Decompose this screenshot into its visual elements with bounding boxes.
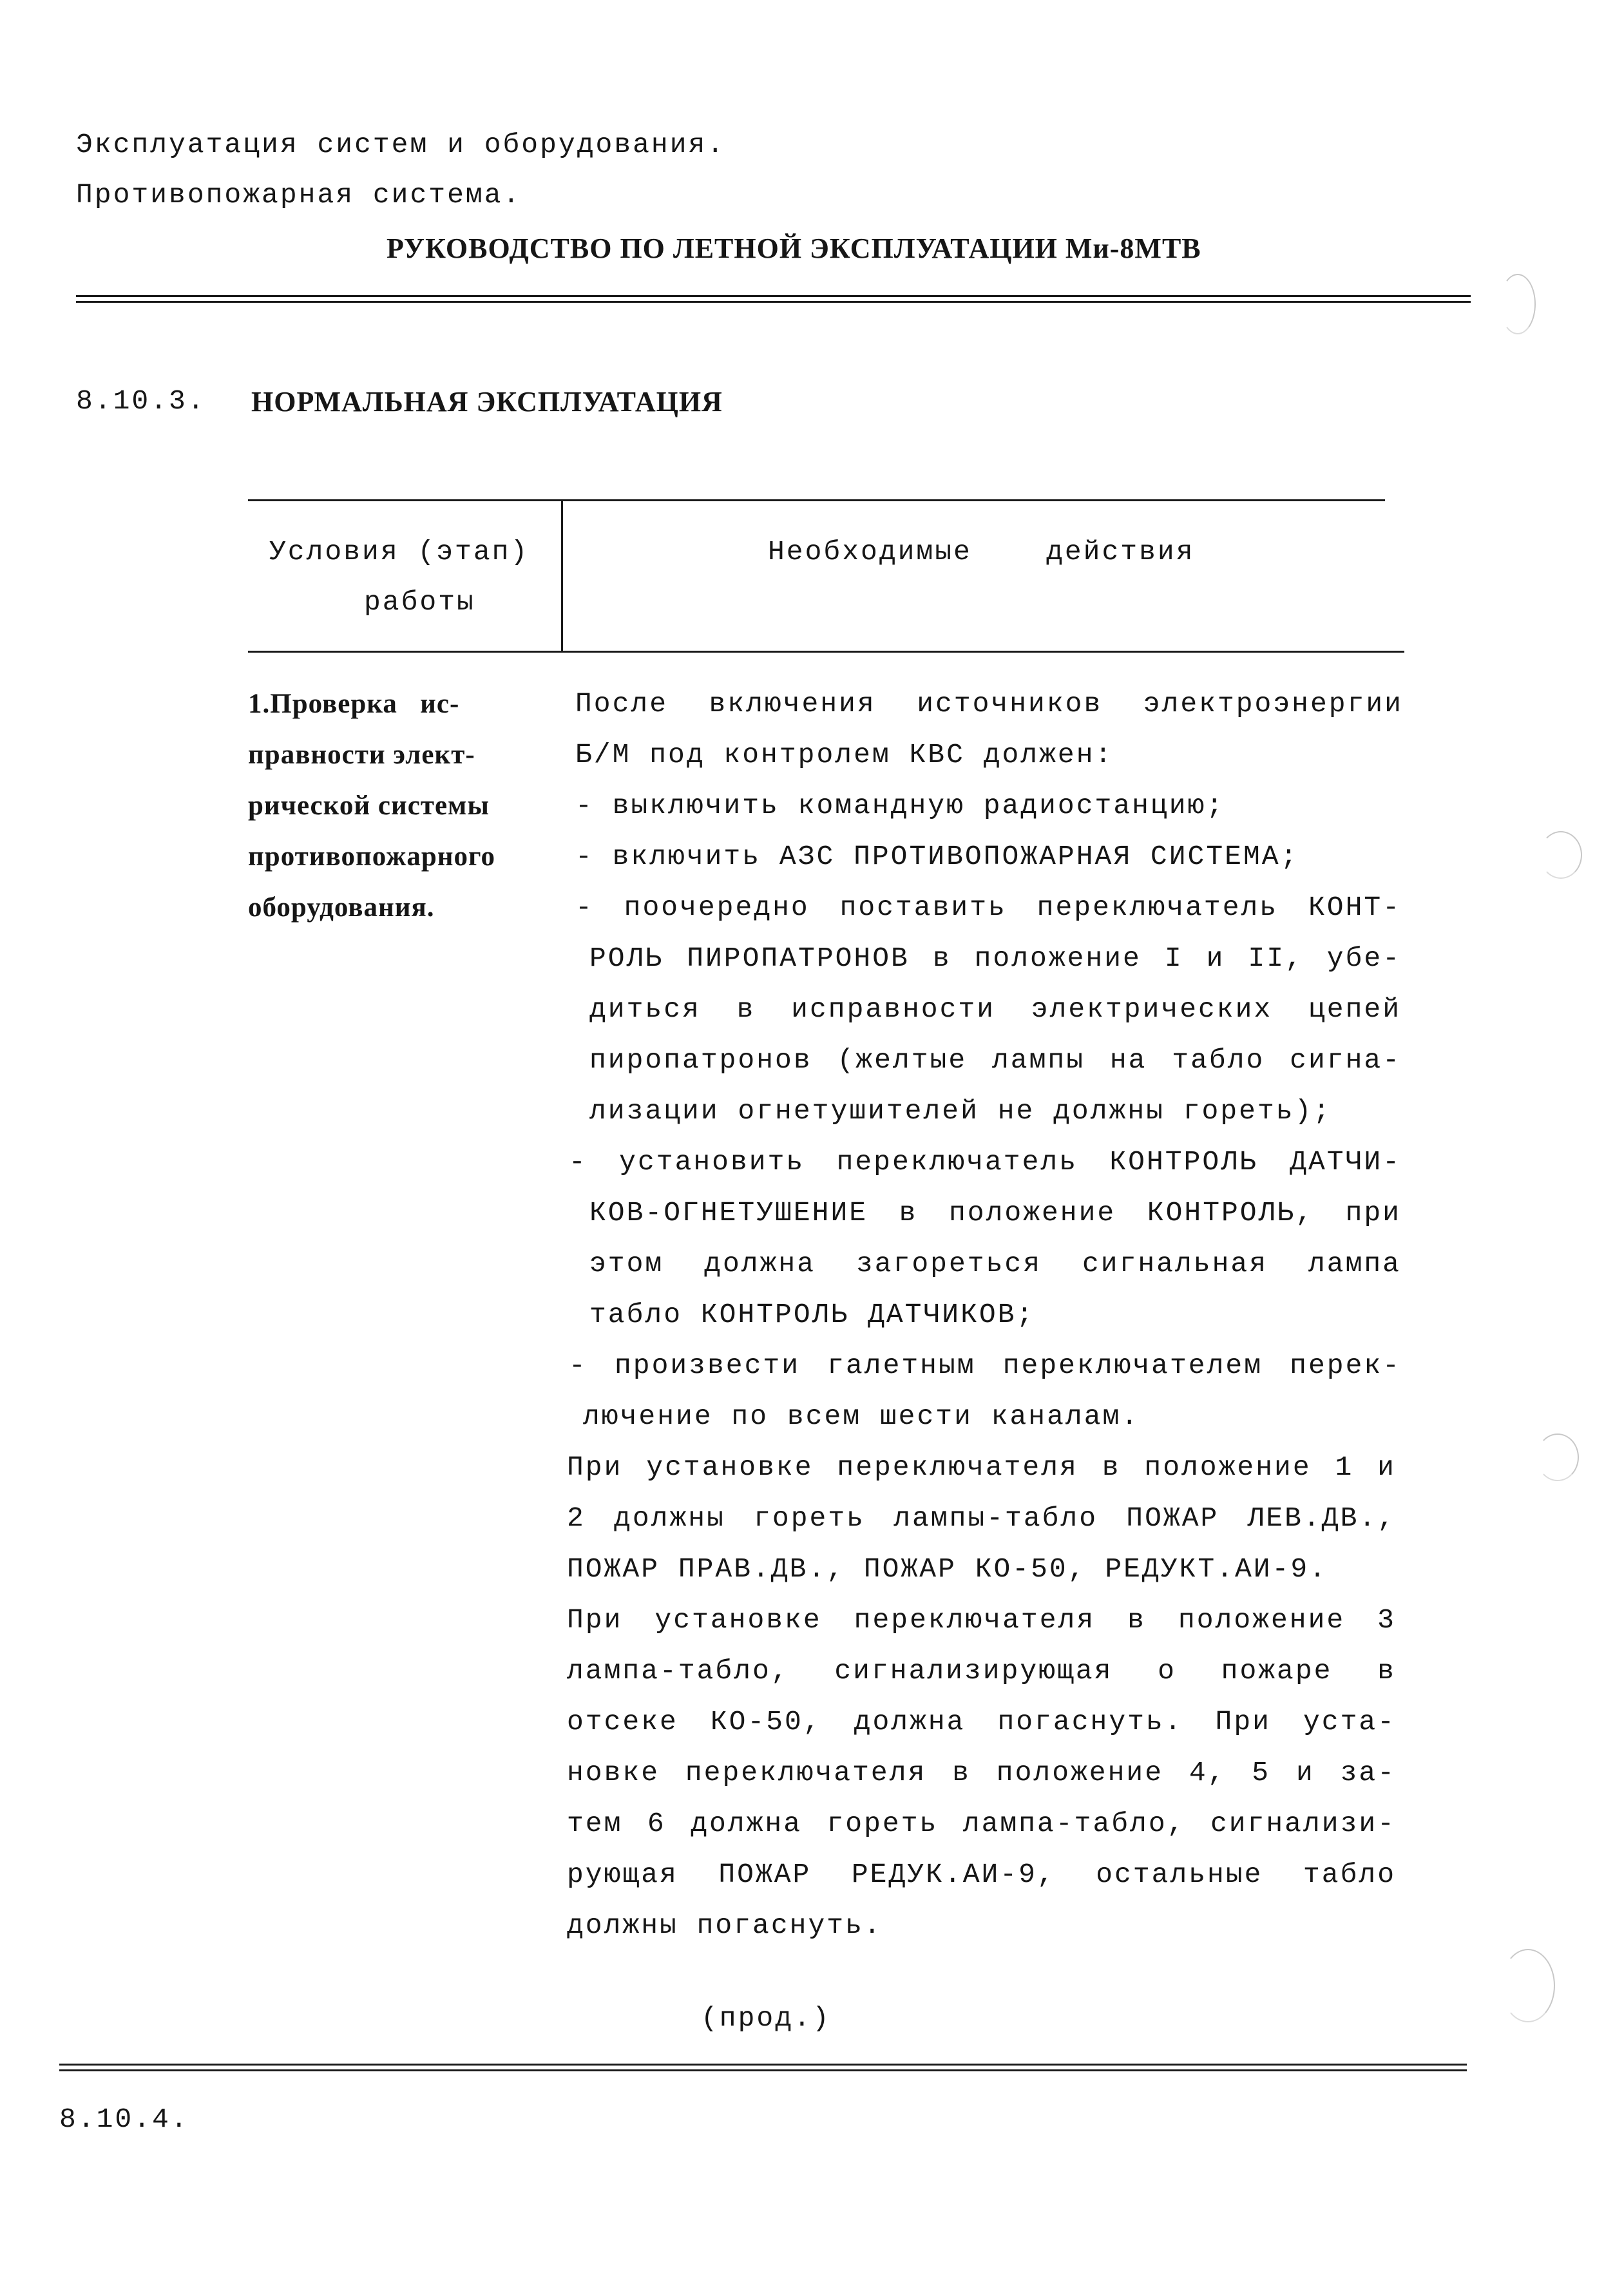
header-divider — [76, 295, 1471, 303]
column-header-conditions: Условия (этап) — [269, 536, 530, 568]
table-header-separator — [561, 499, 563, 651]
action-line: отсеке КО-50, должна погаснуть. При уста- — [567, 1706, 1396, 1738]
table-top-rule — [248, 499, 1385, 501]
action-line: лампа-табло, сигнализирующая о пожаре в — [567, 1655, 1396, 1687]
document-title: РУКОВОДСТВО ПО ЛЕТНОЙ ЭКСПЛУАТАЦИИ Ми-8МТВ — [387, 233, 1201, 264]
action-line: - поочередно поставить переключатель КОНТ- — [575, 892, 1401, 923]
action-line: новке переключателя в положение 4, 5 и за- — [567, 1757, 1396, 1788]
binder-hole-3 — [1536, 1433, 1579, 1481]
page-number: 8.10.4. — [59, 2104, 189, 2135]
footer-divider — [59, 2064, 1467, 2071]
condition-line: рической системы — [248, 791, 490, 821]
action-line: табло КОНТРОЛЬ ДАТЧИКОВ; — [589, 1299, 1035, 1330]
column-header-conditions-cont: работы — [364, 586, 475, 618]
condition-line: правности элект- — [248, 740, 475, 770]
action-line: - включить АЗС ПРОТИВОПОЖАРНАЯ СИСТЕМА; — [575, 841, 1299, 872]
binder-hole-2 — [1540, 831, 1582, 879]
action-line: ПОЖАР ПРАВ.ДВ., ПОЖАР КО-50, РЕДУКТ.АИ-9. — [567, 1553, 1328, 1585]
condition-line: противопожарного — [248, 841, 495, 872]
action-line: После включения источников электроэнергии — [575, 688, 1403, 720]
action-line: должны погаснуть. — [567, 1910, 883, 1941]
action-line: лючение по всем шести каналам. — [583, 1401, 1140, 1432]
action-line: - установить переключатель КОНТРОЛЬ ДАТЧИ- — [569, 1146, 1401, 1178]
binder-hole-1 — [1500, 274, 1536, 334]
action-line: пиропатронов (желтые лампы на табло сигна- — [589, 1044, 1401, 1076]
section-number: 8.10.3. — [76, 385, 206, 417]
table-header-bottom-rule — [248, 651, 1404, 653]
action-line: РОЛЬ ПИРОПАТРОНОВ в положение I и II, убе- — [589, 943, 1401, 974]
action-line: лизации огнетушителей не должны гореть); — [589, 1095, 1332, 1127]
action-line: тем 6 должна гореть лампа-табло, сигнализи- — [567, 1808, 1396, 1839]
action-line: КОВ-ОГНЕТУШЕНИЕ в положение КОНТРОЛЬ, при — [589, 1197, 1401, 1229]
binder-hole-4 — [1501, 1949, 1555, 2022]
action-line: диться в исправности электрических цепей — [589, 993, 1401, 1025]
continued-marker: (прод.) — [701, 2002, 831, 2034]
action-line: 2 должны гореть лампы-табло ПОЖАР ЛЕВ.ДВ., — [567, 1502, 1396, 1534]
header-line-1: Эксплуатация систем и оборудования. — [76, 129, 726, 160]
action-line: рующая ПОЖАР РЕДУК.АИ-9, остальные табло — [567, 1859, 1396, 1890]
action-line: При установке переключателя в положение 3 — [567, 1604, 1396, 1636]
condition-line: 1.Проверка ис- — [248, 689, 460, 719]
condition-line: оборудования. — [248, 892, 435, 923]
action-line: Б/М под контролем КВС должен: — [575, 739, 1114, 771]
section-title: НОРМАЛЬНАЯ ЭКСПЛУАТАЦИЯ — [251, 386, 723, 417]
action-line: При установке переключателя в положение 1 и — [567, 1452, 1396, 1483]
action-line: - выключить командную радиостанцию; — [575, 790, 1225, 821]
action-line: - произвести галетным переключателем перек- — [569, 1350, 1401, 1381]
action-line: этом должна загореться сигнальная лампа — [589, 1248, 1401, 1280]
column-header-actions: Необходимые действия — [768, 536, 1195, 568]
header-line-2: Противопожарная система. — [76, 179, 522, 211]
